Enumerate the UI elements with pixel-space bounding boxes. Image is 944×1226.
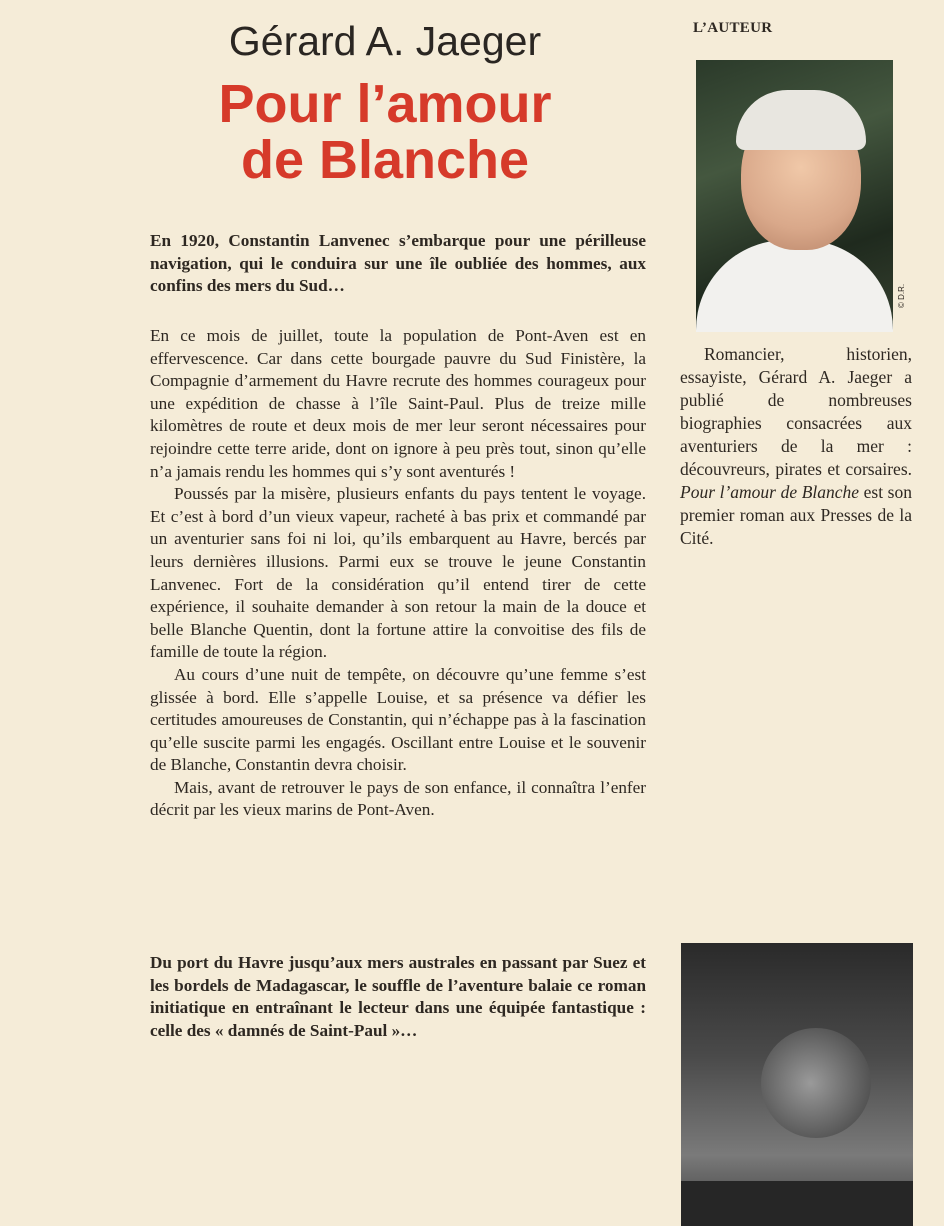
book-title [150,76,620,188]
illustration-figure [761,1028,871,1138]
bio-text-end: est son premier roman aux Presses de la Cité. [680,482,912,548]
body-paragraph [150,664,646,777]
synopsis-body [150,325,646,822]
photo-hair [736,90,866,150]
body-paragraph [150,325,646,483]
photo-shirt [696,240,893,332]
body-paragraph-text: Mais, avant de retrouver le pays de son enfance, il connaîtra l’enfer décrit par les vieux marins de Pont-Aven. [150,777,646,820]
author-photo [696,60,893,332]
body-paragraph [150,777,646,822]
book-title-line-2: de Blanche [240,130,530,190]
illustration-harbor [681,1181,913,1226]
intro-text: En 1920, Constantin Lanvenec s’embarque pour une périlleuse navigation, qui le conduira sur une île oubliée des hommes, aux confins des mers du Sud… [150,231,646,296]
body-paragraph-text: Au cours d’une nuit de tempête, on découvre qu’une femme s’est glissée à bord. Elle s’appelle Louise, et sa présence va défier les certitudes amoureuses de Constantin, qui n’échappe pas à la fascination qu’elle suscite parmi les engagés. Oscillant entre Louise et le souvenir de Blanche, Constantin devra choisir. [150,664,646,775]
body-paragraph-text: Poussés par la misère, plusieurs enfants du pays tentent le voyage. Et c’est à bord d’un vieux vapeur, racheté à bas prix et commandé par un aventurier sans foi ni loi, qu’ils embarquent au Havre, bercés par leurs dernières illusions. Parmi eux se trouve le jeune Constantin Lanvenec. Fort de la considération qu’il entend tirer de cette expérience, il souhaite demander à son retour la main de la douce et belle Blanche Quentin, dont la fortune attire la convoitise des fils de famille de toute la région. [150,484,646,662]
outro-paragraph: Du port du Havre jusqu’aux mers australes en passant par Suez et les bordels de Madagascar, le souffle de l’aventure balaie ce roman initiatique en entraînant le lecteur dans une équipée fantastique : celle des « damnés de Saint-Paul »… [150,953,646,1040]
book-title-line-1: Pour l’amour [218,74,552,134]
author-section-label: L’AUTEUR [693,20,773,36]
intro-paragraph [150,230,646,298]
author-bio [680,343,912,550]
body-paragraph-text: En ce mois de juillet, toute la population de Pont-Aven est en effervescence. Car dans cette bourgade pauvre du Sud Finistère, la Compagnie d’armement du Havre recrute des hommes courageux pour une expédition de chasse à l’île Saint-Paul. Plus de treize mille kilomètres de route et deux mois de mer leur seront nécessaires pour rejoindre cette terre aride, dont on ignore à peu près tout, sinon qu’elle n’a jamais rendu les hommes qui s’y sont aventurés ! [150,326,646,481]
body-paragraph [150,483,646,664]
bio-text: Romancier, historien, essayiste, Gérard A. Jaeger a publié de nombreuses biographies consacrées aux aventuriers de la mer : découvreurs, pirates et corsaires. [680,344,912,479]
cover-illustration [681,943,913,1226]
author-name: Gérard A. Jaeger [228,18,542,64]
photo-credit: © D.R. [897,283,906,308]
bio-book-title: Pour l’amour de Blanche [680,482,860,502]
